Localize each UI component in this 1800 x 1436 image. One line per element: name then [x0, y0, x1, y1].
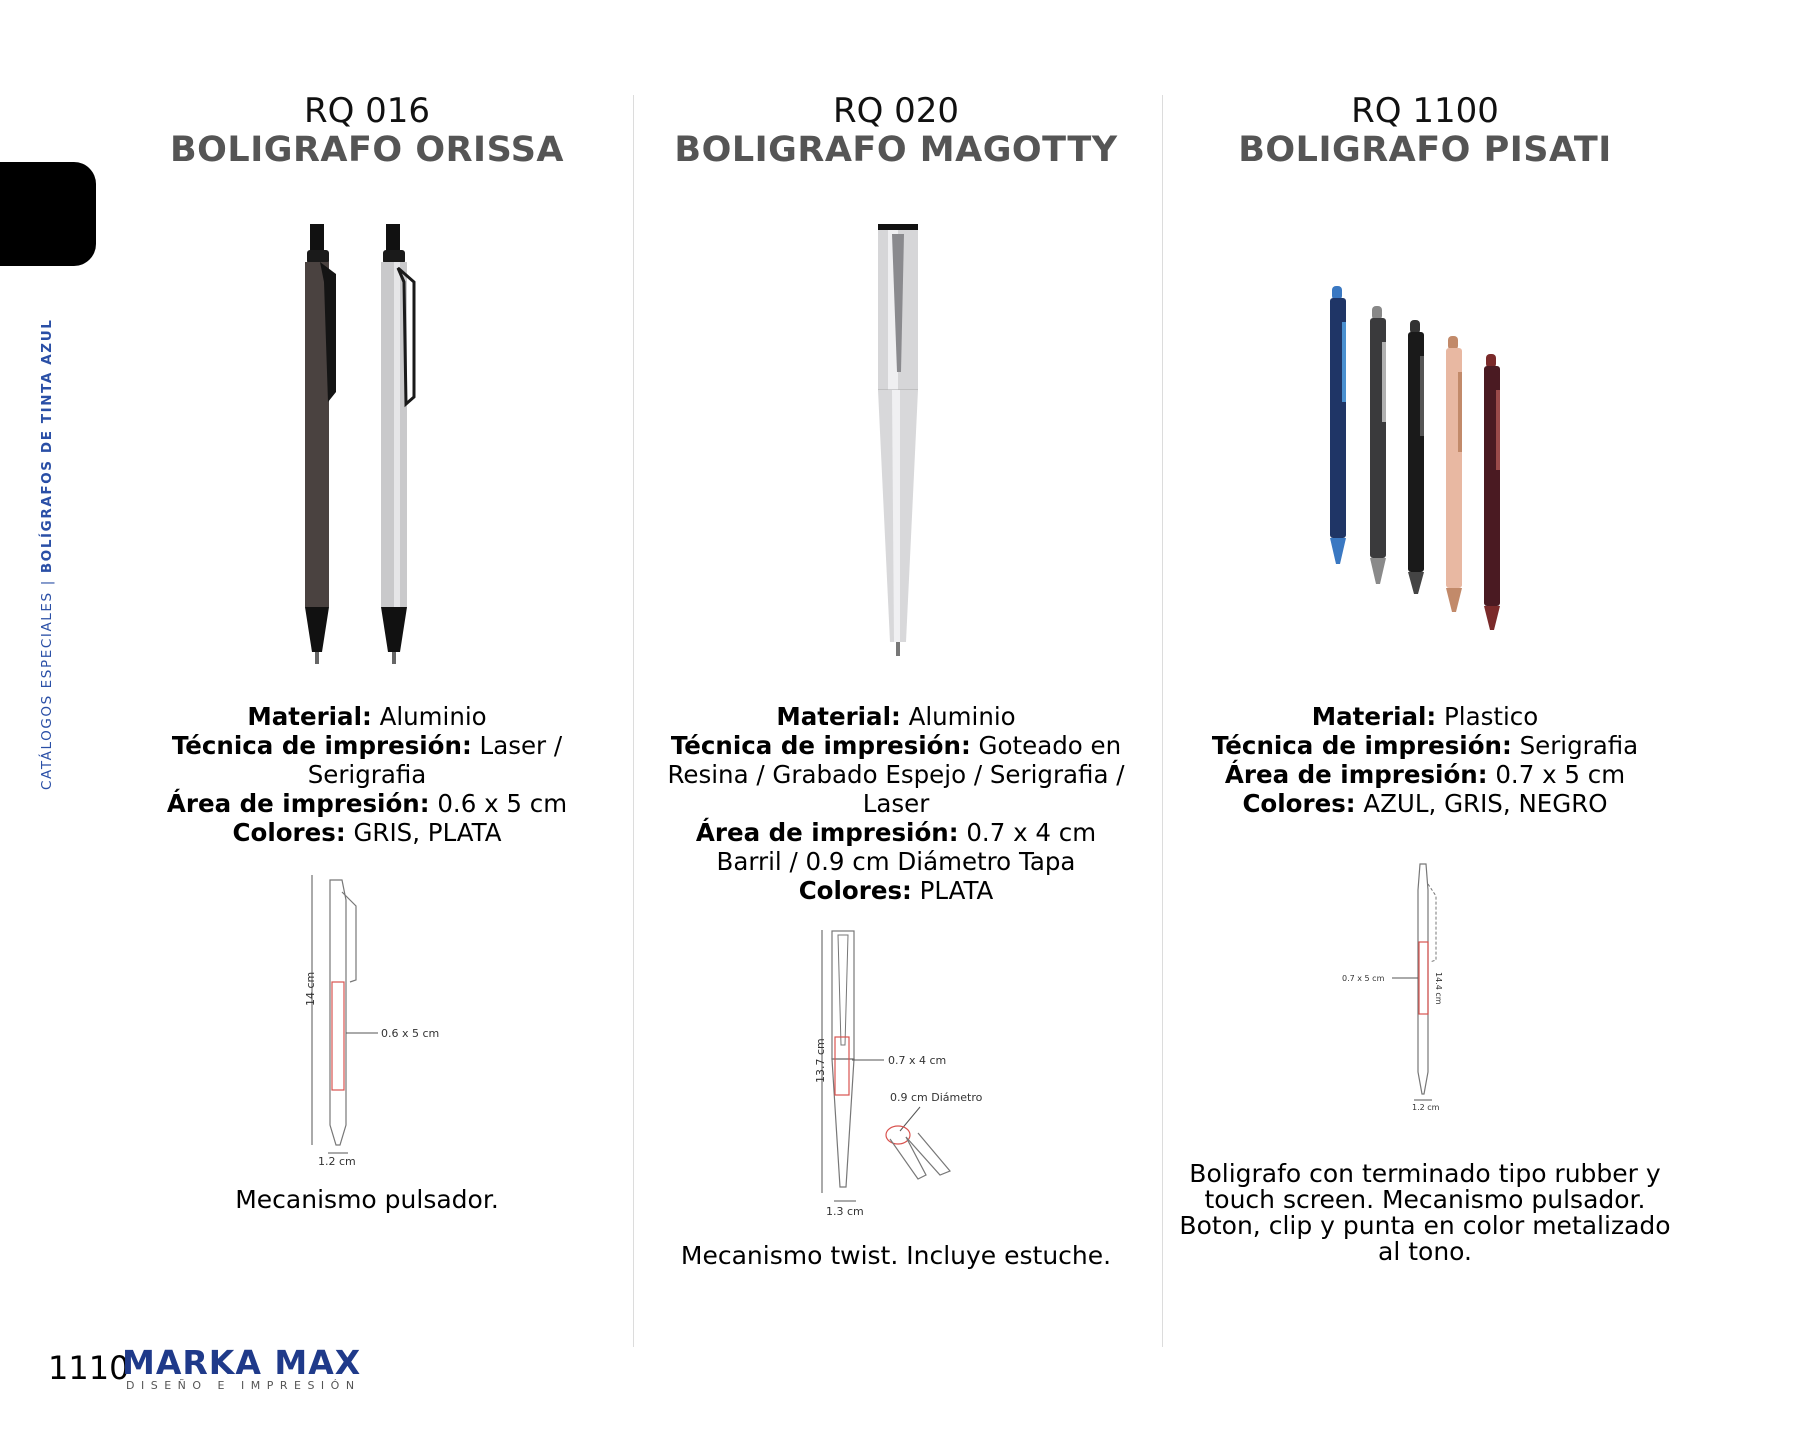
area-label: Área de impresión: [695, 818, 959, 847]
side-category-label [36, 270, 58, 790]
product-specs-magotty [646, 702, 1146, 905]
area-value: 0.7 x 5 cm [1495, 760, 1626, 789]
colors-label: Colores: [232, 818, 346, 847]
product-name: BOLIGRAFO MAGOTTY [674, 130, 1118, 170]
colors-label: Colores: [1242, 789, 1356, 818]
material-label: Material: [247, 702, 372, 731]
dim-diameter-label: 0.9 cm Diámetro [890, 1091, 983, 1104]
product-specs-orissa [117, 702, 617, 847]
material-value: Aluminio [908, 702, 1016, 731]
area-label: Área de impresión: [1224, 760, 1488, 789]
section-tab [0, 162, 96, 266]
dimension-drawing-magotty [800, 925, 1000, 1225]
colors-value: PLATA [919, 876, 994, 905]
dim-width-label: 1.3 cm [826, 1205, 864, 1218]
dim-height-label: 14 cm [304, 971, 317, 1006]
product-code: RQ 016 [303, 91, 431, 131]
material-value: Aluminio [379, 702, 487, 731]
colors-label: Colores: [798, 876, 912, 905]
dim-width-label: 1.2 cm [318, 1155, 356, 1168]
area-label: Área de impresión: [166, 789, 430, 818]
product-code: RQ 1100 [1351, 91, 1499, 131]
label-separator: | [39, 579, 55, 586]
dim-height-label: 14.4 cm [1434, 972, 1443, 1005]
material-value: Plastico [1444, 702, 1539, 731]
material-label: Material: [1311, 702, 1437, 731]
brand-logo [122, 1343, 362, 1392]
column-divider [633, 95, 634, 1347]
product-photo-magotty [870, 222, 930, 667]
product-name: BOLIGRAFO ORISSA [169, 130, 565, 170]
dimension-drawing-pisati [1340, 860, 1480, 1110]
category-label: CATÁLOGOS ESPECIALES [39, 591, 55, 790]
area-value: 0.6 x 5 cm [437, 789, 568, 818]
column-divider [1162, 95, 1163, 1347]
dim-area-label: 0.7 x 4 cm [888, 1054, 947, 1067]
product-code: RQ 020 [832, 91, 960, 131]
dim-width-label: 1.2 cm [1412, 1103, 1440, 1110]
dim-area-label: 0.7 x 5 cm [1342, 974, 1385, 983]
technique-value: Serigrafia [1519, 731, 1639, 760]
logo-tagline: DISEÑO E IMPRESIÓN [126, 1379, 361, 1392]
product-description-pisati: Boligrafo con terminado tipo rubber y touch screen. Mecanismo pulsador. Boton, clip y punta en color metalizado al tono. [1179, 1159, 1671, 1266]
technique-label: Técnica de impresión: [171, 731, 472, 760]
product-header-orissa [117, 92, 617, 170]
logo-wordmark: MARKA MAX [122, 1343, 362, 1382]
page-number: 1110 [48, 1349, 130, 1387]
area-value: 0.7 x 4 cm [966, 818, 1097, 847]
dim-area-label: 0.6 x 5 cm [381, 1027, 440, 1040]
product-description-magotty: Mecanismo twist. Incluye estuche. [680, 1241, 1112, 1270]
product-photo-pisati [1320, 282, 1520, 642]
product-header-magotty [646, 92, 1146, 170]
product-name: BOLIGRAFO PISATI [1238, 130, 1612, 170]
material-label: Material: [776, 702, 901, 731]
product-photo-orissa [290, 222, 440, 672]
dimension-drawing-orissa [290, 870, 450, 1170]
area-extra-value: Barril / 0.9 cm Diámetro Tapa [716, 847, 1076, 876]
product-header-pisati [1175, 92, 1675, 170]
product-description-orissa: Mecanismo pulsador. [235, 1185, 499, 1214]
technique-label: Técnica de impresión: [1211, 731, 1512, 760]
product-specs-pisati [1175, 702, 1675, 818]
technique-label: Técnica de impresión: [670, 731, 971, 760]
technique-value: Laser / Serigrafia [307, 731, 563, 789]
colors-value: GRIS, PLATA [353, 818, 502, 847]
technique-value: Goteado en Resina / Grabado Espejo / Serigrafia / Laser [667, 731, 1125, 818]
colors-value: AZUL, GRIS, NEGRO [1363, 789, 1608, 818]
section-label: BOLÍGRAFOS DE TINTA AZUL [39, 318, 55, 574]
dim-height-label: 13.7 cm [814, 1038, 827, 1083]
